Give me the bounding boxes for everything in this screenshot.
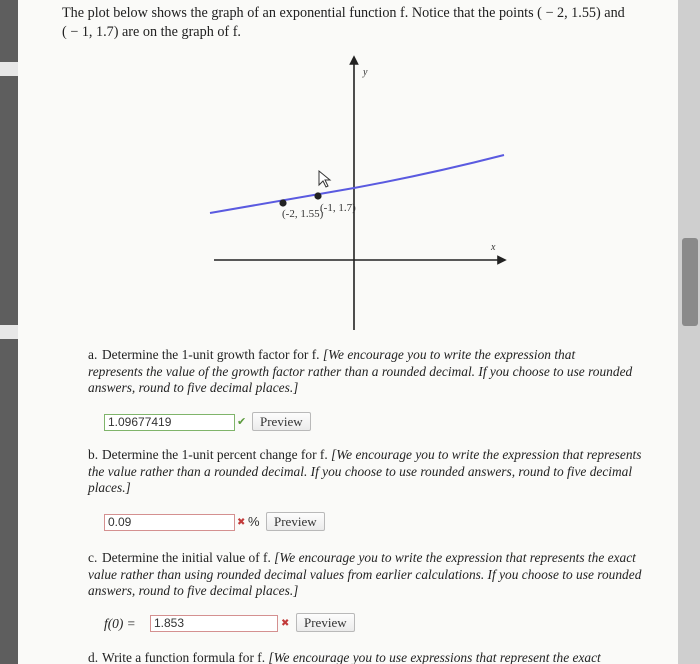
preview-b-button[interactable]: Preview bbox=[266, 512, 325, 531]
point1-label: (-2, 1.55) bbox=[282, 208, 324, 220]
question-a-text: Determine the 1-unit growth factor for f. bbox=[102, 347, 320, 362]
point-minus2[interactable] bbox=[279, 199, 286, 206]
question-c-letter: c. bbox=[88, 550, 98, 565]
scrollbar[interactable] bbox=[678, 0, 700, 664]
question-a-hint: [We encourage you to write the expression that represents the value of the growth factor rather than a rounded decimal. If you choose to use rounded answers, round to five decimal places.] bbox=[88, 347, 633, 395]
problem-intro bbox=[62, 4, 652, 42]
preview-c-button[interactable]: Preview bbox=[296, 613, 355, 632]
f0-label: f(0) = bbox=[104, 616, 136, 631]
question-a bbox=[88, 347, 633, 397]
intro-line-1: The plot below shows the graph of an exponential function f. Notice that the points ( − 2, 1.55) and bbox=[62, 5, 625, 21]
question-b bbox=[88, 447, 648, 497]
question-a-letter: a. bbox=[88, 347, 98, 362]
left-panel-edge bbox=[0, 0, 18, 664]
question-d-text: Write a function formula for f. bbox=[102, 650, 266, 664]
exponential-graph bbox=[200, 55, 510, 335]
cross-icon: ✖ bbox=[281, 618, 290, 629]
exponential-curve bbox=[210, 155, 504, 213]
question-b-hint: [We encourage you to write the expression that represents the value rather than a rounded decimal. If you choose to use rounded answers, round to five decimal places.] bbox=[88, 447, 642, 495]
answer-c-input[interactable]: 1.853 bbox=[150, 615, 278, 632]
preview-a-button[interactable]: Preview bbox=[252, 412, 311, 431]
percent-unit: % bbox=[248, 514, 260, 529]
question-c-text: Determine the initial value of f. bbox=[102, 550, 271, 565]
point2-label: (-1, 1.7) bbox=[320, 202, 356, 214]
scrollbar-thumb[interactable] bbox=[682, 238, 698, 326]
question-d bbox=[88, 650, 688, 664]
point-minus1[interactable] bbox=[314, 192, 321, 199]
answer-a-input[interactable]: 1.09677419 bbox=[104, 414, 235, 431]
mouse-cursor-icon bbox=[319, 171, 330, 187]
question-b-letter: b. bbox=[88, 447, 99, 462]
question-b-text: Determine the 1-unit percent change for f. bbox=[102, 447, 328, 462]
left-edge-tab-middle[interactable] bbox=[0, 325, 18, 339]
question-d-letter: d. bbox=[88, 650, 99, 664]
left-edge-tab-top[interactable] bbox=[0, 62, 18, 76]
x-axis-label: x bbox=[491, 242, 496, 253]
intro-line-2: ( − 1, 1.7) are on the graph of f. bbox=[62, 24, 241, 40]
y-axis-label: y bbox=[363, 67, 368, 78]
check-icon: ✔ bbox=[237, 415, 247, 428]
question-c-hint: [We encourage you to write the expression that represents the exact value rather than using rounded decimal values from earlier calculations. If you choose to use rounded answers, round to five decimal places.] bbox=[88, 550, 642, 598]
question-d-hint: [We encourage you to use expressions that represent the exact bbox=[268, 650, 601, 664]
answer-b-input[interactable]: 0.09 bbox=[104, 514, 235, 531]
cross-icon: ✖ bbox=[237, 517, 246, 528]
question-c bbox=[88, 550, 648, 600]
